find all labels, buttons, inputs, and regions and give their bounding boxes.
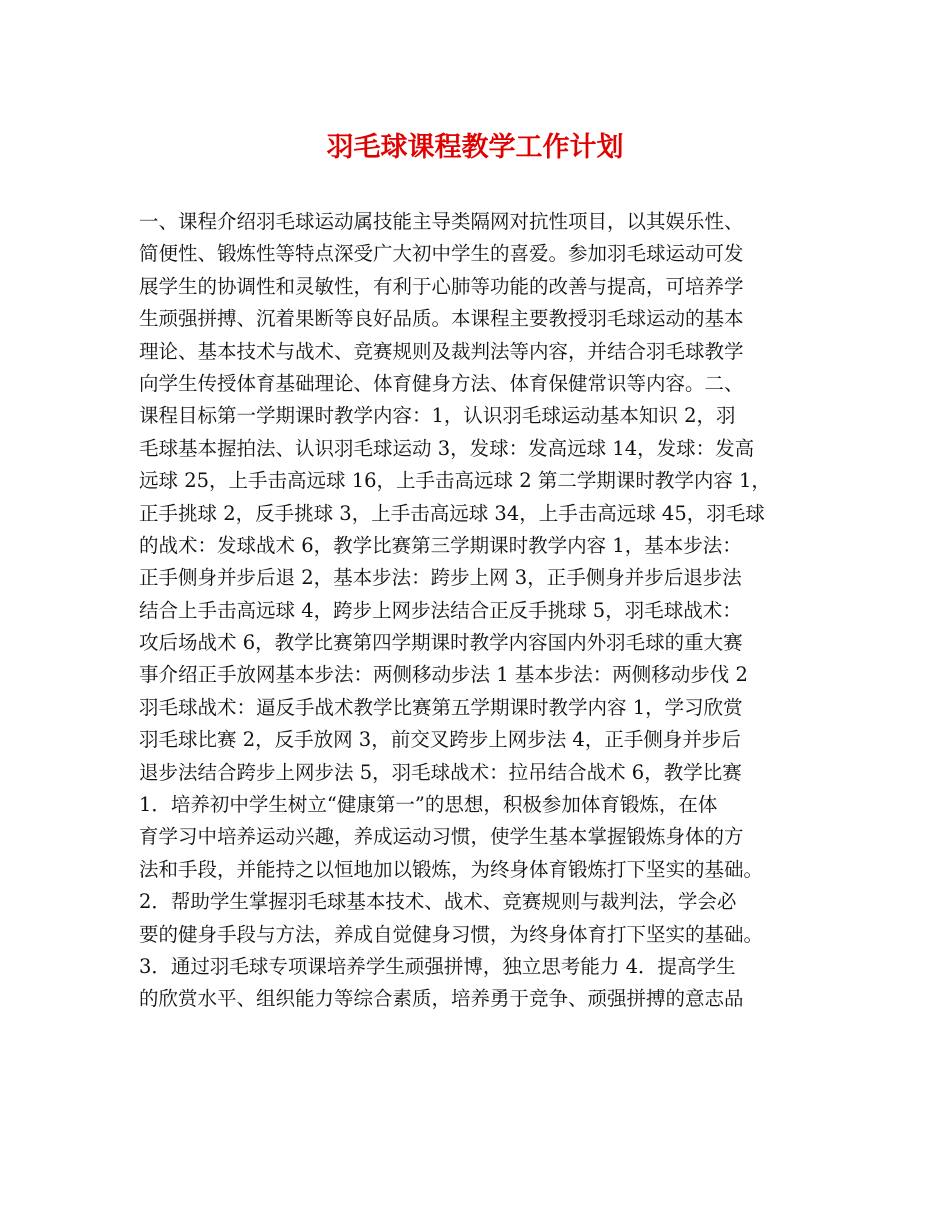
body-text-line: 要的健身手段与方法，养成自觉健身习惯，为终身体育打下坚实的基础。 bbox=[139, 922, 764, 946]
body-text-line: 远球 25，上手击高远球 16，上手击高远球 2 第二学期课时教学内容 1， bbox=[139, 469, 771, 493]
body-text-line: 1．培养初中学生树立“健康第一”的思想，积极参加体育锻炼，在体 bbox=[139, 793, 718, 817]
body-text-line: 毛球基本握拍法、认识羽毛球运动 3，发球：发高远球 14，发球：发高 bbox=[139, 436, 755, 460]
body-text-line: 结合上手击高远球 4，跨步上网步法结合正反手挑球 5，羽毛球战术： bbox=[139, 598, 742, 622]
body-text-line: 一、课程介绍羽毛球运动属技能主导类隔网对抗性项目，以其娱乐性、 bbox=[139, 210, 744, 233]
body-text-line: 课程目标第一学期课时教学内容：1，认识羽毛球运动基本知识 2，羽 bbox=[139, 404, 736, 428]
body-text-line: 退步法结合跨步上网步法 5，羽毛球战术：拉吊结合战术 6，教学比赛 bbox=[139, 760, 742, 784]
body-text-line: 简便性、锻炼性等特点深受广大初中学生的喜爱。参加羽毛球运动可发 bbox=[139, 242, 744, 266]
body-text-line: 正手侧身并步后退 2，基本步法：跨步上网 3，正手侧身并步后退步法 bbox=[139, 566, 742, 590]
body-text-line: 2．帮助学生掌握羽毛球基本技术、战术、竞赛规则与裁判法，学会必 bbox=[139, 890, 737, 914]
body-text-line: 理论、基本技术与战术、竞赛规则及裁判法等内容，并结合羽毛球教学 bbox=[139, 339, 744, 363]
body-text-line: 正手挑球 2，反手挑球 3，上手击高远球 34，上手击高远球 45，羽毛球 bbox=[139, 501, 765, 525]
body-text-line: 羽毛球战术：逼反手战术教学比赛第五学期课时教学内容 1，学习欣赏 bbox=[139, 695, 743, 719]
body-text-line: 向学生传授体育基础理论、体育健身方法、体育保健常识等内容。二、 bbox=[139, 371, 744, 395]
body-text-line: 事介绍正手放网基本步法：两侧移动步法 1 基本步法：两侧移动步伐 2 bbox=[139, 663, 748, 687]
body-text-line: 的欣赏水平、组织能力等综合素质，培养勇于竞争、顽强拼搏的意志品 bbox=[139, 987, 744, 1011]
document-title: 羽毛球课程教学工作计划 bbox=[326, 132, 624, 163]
body-text-line: 生顽强拼搏、沉着果断等良好品质。本课程主要教授羽毛球运动的基本 bbox=[139, 307, 744, 331]
body-text-line: 攻后场战术 6，教学比赛第四学期课时教学内容国内外羽毛球的重大赛 bbox=[139, 631, 743, 655]
body-text-line: 羽毛球比赛 2，反手放网 3，前交叉跨步上网步法 4，正手侧身并步后 bbox=[139, 728, 741, 752]
body-text-line: 的战术：发球战术 6，教学比赛第三学期课时教学内容 1，基本步法： bbox=[139, 533, 742, 557]
body-text-line: 3．通过羽毛球专项课培养学生顽强拼博，独立思考能力 4．提高学生 bbox=[139, 954, 736, 978]
body-text-line: 法和手段，并能持之以恒地加以锻炼，为终身体育锻炼打下坚实的基础。 bbox=[139, 857, 764, 881]
document-body bbox=[139, 206, 819, 1016]
body-text-line: 育学习中培养运动兴趣，养成运动习惯，使学生基本掌握锻炼身体的方 bbox=[139, 825, 744, 849]
body-text-line: 展学生的协调性和灵敏性，有利于心肺等功能的改善与提高，可培养学 bbox=[139, 274, 744, 298]
